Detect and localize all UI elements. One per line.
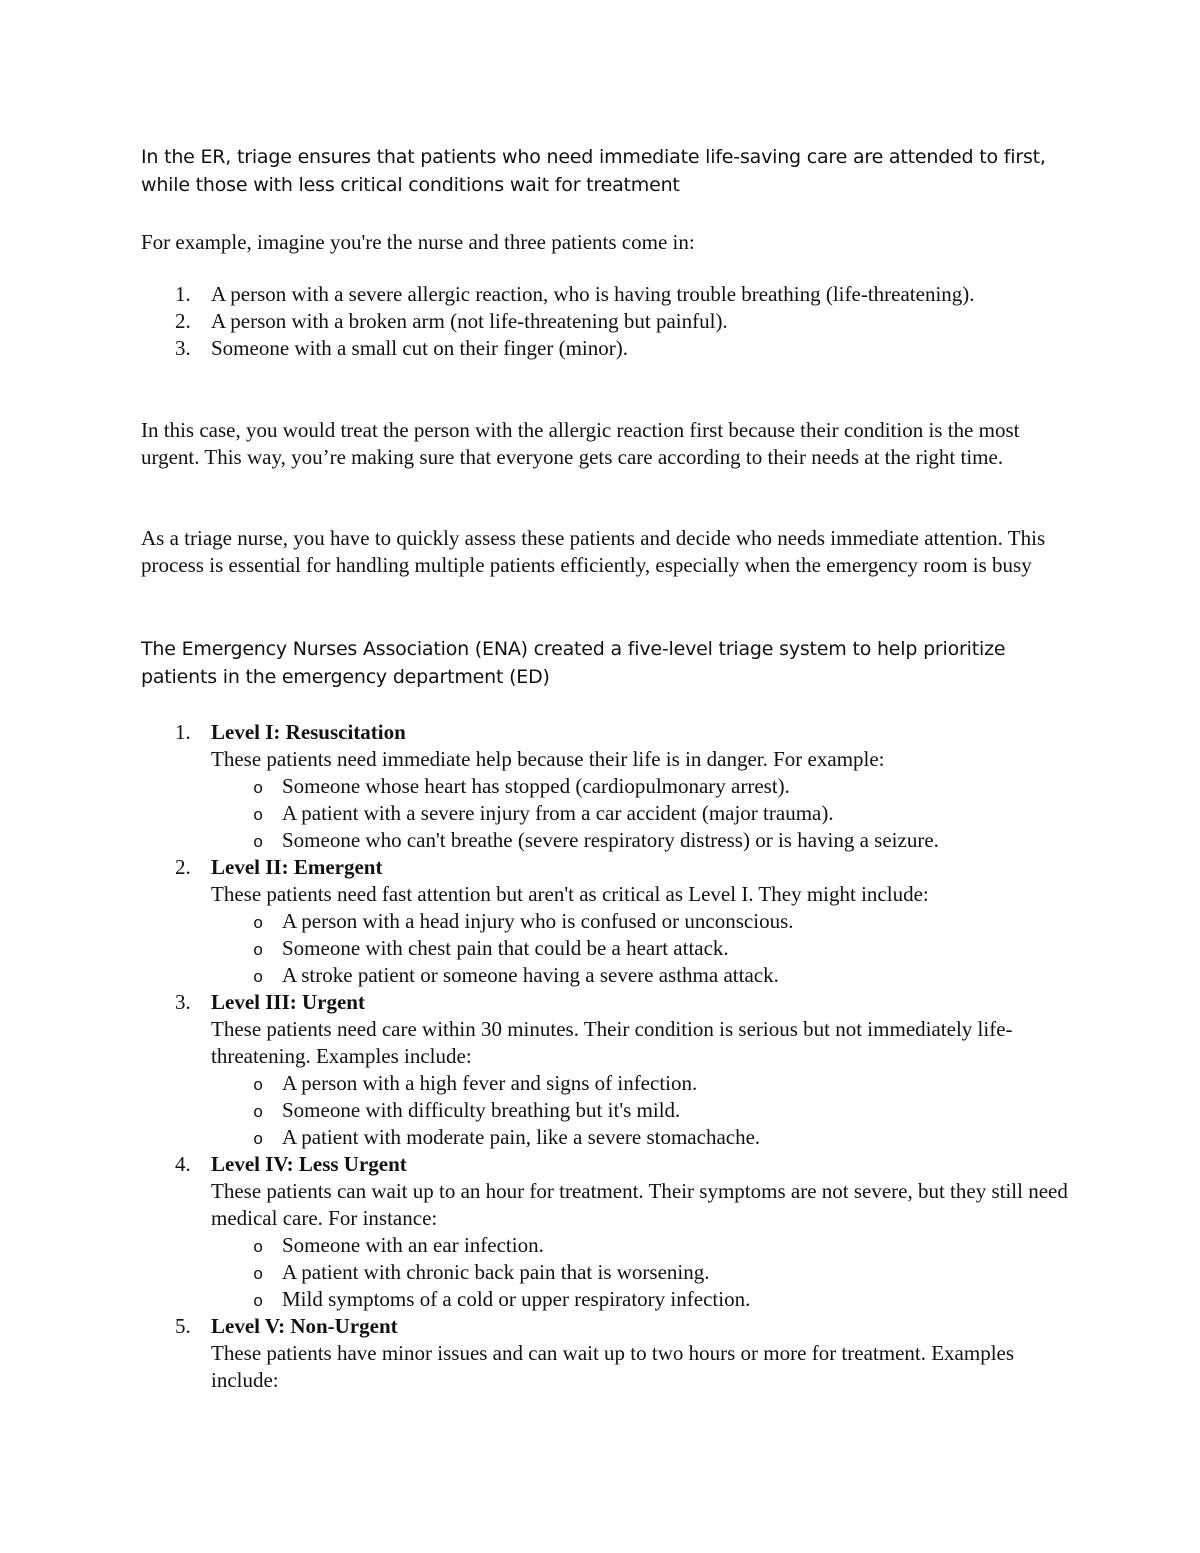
list-item-text: Someone with difficulty breathing but it's mild. (282, 1098, 681, 1122)
list-item (141, 335, 1071, 362)
list-item-text: Someone with chest pain that could be a heart attack. (282, 936, 729, 960)
example-patients-list (141, 281, 1071, 362)
list-number: 2. (175, 855, 191, 879)
list-number: 1. (175, 720, 191, 744)
bullet-icon: o (253, 969, 264, 988)
case-paragraph: In this case, you would treat the person with the allergic reaction first because their condition is the most urgent. This way, you’re making sure that everyone gets care according to their needs at the right time. (141, 418, 1020, 469)
list-item (211, 908, 1071, 935)
bullet-icon: o (253, 1293, 264, 1312)
list-item (141, 281, 1071, 308)
list-item-text: Someone with an ear infection. (282, 1233, 544, 1257)
bullet-icon: o (253, 1131, 264, 1150)
triage-levels-list (141, 719, 1071, 1394)
list-item-text: A person with a broken arm (not life-threatening but painful). (211, 309, 728, 333)
list-item (211, 1259, 1071, 1286)
level-description: These patients have minor issues and can wait up to two hours or more for treatment. Examples include: (211, 1341, 1015, 1392)
triage-level-3 (141, 989, 1071, 1151)
list-item (141, 308, 1071, 335)
level-title: Level V: Non-Urgent (211, 1314, 398, 1338)
level-description: These patients need fast attention but aren't as critical as Level I. They might include: (211, 882, 929, 906)
list-item-text: A person with a high fever and signs of infection. (282, 1071, 698, 1095)
list-item-text: A patient with moderate pain, like a severe stomachache. (282, 1125, 761, 1149)
list-item-text: A patient with chronic back pain that is worsening. (282, 1260, 710, 1284)
ena-heading: The Emergency Nurses Association (ENA) created a five-level triage system to help prioritize patients in the emergency department (ED) (141, 638, 1006, 688)
level-title: Level II: Emergent (211, 855, 383, 879)
list-number: 4. (175, 1152, 191, 1176)
bullet-icon: o (253, 834, 264, 853)
list-item (211, 935, 1071, 962)
triage-level-1 (141, 719, 1071, 854)
intro-heading: In the ER, triage ensures that patients who need immediate life-saving care are attended to first, while those with less critical conditions wait for treatment (141, 146, 1046, 196)
list-item-text: A person with a severe allergic reaction, who is having trouble breathing (life-threatening). (211, 282, 975, 306)
list-item-text: A person with a head injury who is confused or unconscious. (282, 909, 794, 933)
level-title: Level I: Resuscitation (211, 720, 406, 744)
list-item-text: Someone whose heart has stopped (cardiopulmonary arrest). (282, 774, 790, 798)
list-item-text: A patient with a severe injury from a car accident (major trauma). (282, 801, 834, 825)
bullet-icon: o (253, 1239, 264, 1258)
triage-level-4 (141, 1151, 1071, 1313)
list-item (211, 1097, 1071, 1124)
level-description: These patients need care within 30 minutes. Their condition is serious but not immediately life-threatening. Examples include: (211, 1017, 1013, 1068)
triage-level-5 (141, 1313, 1071, 1394)
bullet-icon: o (253, 807, 264, 826)
list-item (211, 1070, 1071, 1097)
list-item-text: Mild symptoms of a cold or upper respiratory infection. (282, 1287, 751, 1311)
example-lead: For example, imagine you're the nurse and three patients come in: (141, 230, 695, 254)
list-number: 1. (175, 282, 191, 306)
level-examples (211, 908, 1071, 989)
bullet-icon: o (253, 1104, 264, 1123)
list-item (211, 827, 1071, 854)
bullet-icon: o (253, 1266, 264, 1285)
level-title: Level III: Urgent (211, 990, 365, 1014)
bullet-icon: o (253, 942, 264, 961)
bullet-icon: o (253, 915, 264, 934)
list-number: 5. (175, 1314, 191, 1338)
level-title: Level IV: Less Urgent (211, 1152, 407, 1176)
bullet-icon: o (253, 1077, 264, 1096)
list-number: 3. (175, 990, 191, 1014)
triage-nurse-paragraph: As a triage nurse, you have to quickly assess these patients and decide who needs immediate attention. This process is essential for handling multiple patients efficiently, especially when the emergency room is busy (141, 526, 1046, 577)
level-examples (211, 1232, 1071, 1313)
list-item (211, 800, 1071, 827)
bullet-icon: o (253, 780, 264, 799)
list-item (211, 962, 1071, 989)
list-number: 3. (175, 336, 191, 360)
list-item-text: A stroke patient or someone having a severe asthma attack. (282, 963, 779, 987)
list-item (211, 1124, 1071, 1151)
list-item-text: Someone with a small cut on their finger (minor). (211, 336, 628, 360)
list-item (211, 773, 1071, 800)
level-examples (211, 1070, 1071, 1151)
list-number: 2. (175, 309, 191, 333)
list-item-text: Someone who can't breathe (severe respiratory distress) or is having a seizure. (282, 828, 939, 852)
list-item (211, 1286, 1071, 1313)
triage-level-2 (141, 854, 1071, 989)
level-examples (211, 773, 1071, 854)
level-description: These patients need immediate help because their life is in danger. For example: (211, 747, 885, 771)
list-item (211, 1232, 1071, 1259)
level-description: These patients can wait up to an hour for treatment. Their symptoms are not severe, but they still need medical care. For instance: (211, 1179, 1068, 1230)
